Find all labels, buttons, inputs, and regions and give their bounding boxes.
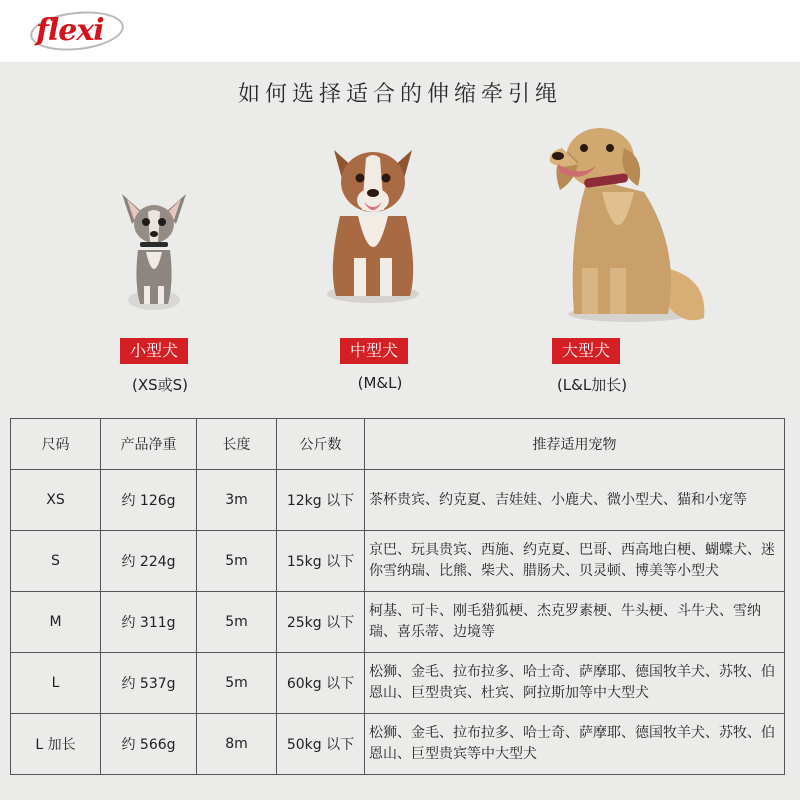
cell-length: 8m — [197, 714, 277, 775]
header-length: 长度 — [197, 419, 277, 470]
header-bar — [0, 0, 800, 62]
small-dog-sizes: (XS或S) — [131, 376, 189, 394]
cell-kg: 15kg 以下 — [277, 531, 365, 592]
cell-kg: 12kg 以下 — [277, 470, 365, 531]
table-row — [11, 470, 785, 531]
table-row — [11, 592, 785, 653]
cell-pets: 京巴、玩具贵宾、西施、约克夏、巴哥、西高地白梗、蝴蝶犬、迷你雪纳瑞、比熊、柴犬、腊肠犬、贝灵顿、博美等小型犬 — [365, 531, 785, 592]
cell-size: L — [11, 653, 101, 714]
header-weight: 产品净重 — [101, 419, 197, 470]
flexi-logo — [30, 12, 130, 56]
header-pets: 推荐适用宠物 — [365, 419, 785, 470]
cell-length: 5m — [197, 592, 277, 653]
cell-length: 5m — [197, 653, 277, 714]
cell-weight: 约 537g — [101, 653, 197, 714]
cell-weight: 约 224g — [101, 531, 197, 592]
table-row — [11, 714, 785, 775]
page-title: 如何选择适合的伸缩牵引绳 — [237, 82, 562, 107]
medium-dog-sizes: (M&L) — [357, 374, 403, 392]
cell-weight: 约 566g — [101, 714, 197, 775]
large-dog-badge: 大型犬 — [552, 338, 620, 364]
cell-pets: 松狮、金毛、拉布拉多、哈士奇、萨摩耶、德国牧羊犬、苏牧、伯恩山、巨型贵宾等中大型犬 — [365, 714, 785, 775]
header-size: 尺码 — [11, 419, 101, 470]
small-dog-badge: 小型犬 — [120, 338, 188, 364]
table-row — [11, 653, 785, 714]
table-row — [11, 531, 785, 592]
size-table — [10, 418, 785, 775]
table-header-row — [11, 419, 785, 470]
cell-weight: 约 126g — [101, 470, 197, 531]
cell-size: L 加长 — [11, 714, 101, 775]
logo-text: flexi — [36, 13, 104, 48]
small-dog-image — [118, 190, 190, 312]
cell-kg: 50kg 以下 — [277, 714, 365, 775]
medium-dog-image — [318, 138, 428, 304]
large-dog-image — [548, 118, 716, 324]
large-dog-sizes: (L&L加长) — [556, 376, 628, 394]
cell-length: 5m — [197, 531, 277, 592]
cell-pets: 松狮、金毛、拉布拉多、哈士奇、萨摩耶、德国牧羊犬、苏牧、伯恩山、巨型贵宾、杜宾、阿拉斯加等中大型犬 — [365, 653, 785, 714]
cell-kg: 60kg 以下 — [277, 653, 365, 714]
cell-weight: 约 311g — [101, 592, 197, 653]
cell-size: XS — [11, 470, 101, 531]
header-kg: 公斤数 — [277, 419, 365, 470]
cell-kg: 25kg 以下 — [277, 592, 365, 653]
cell-size: S — [11, 531, 101, 592]
cell-size: M — [11, 592, 101, 653]
cell-pets: 茶杯贵宾、约克夏、吉娃娃、小鹿犬、微小型犬、猫和小宠等 — [365, 470, 785, 531]
cell-pets: 柯基、可卡、刚毛猎狐梗、杰克罗素梗、牛头梗、斗牛犬、雪纳瑞、喜乐蒂、边境等 — [365, 592, 785, 653]
medium-dog-badge: 中型犬 — [340, 338, 408, 364]
cell-length: 3m — [197, 470, 277, 531]
